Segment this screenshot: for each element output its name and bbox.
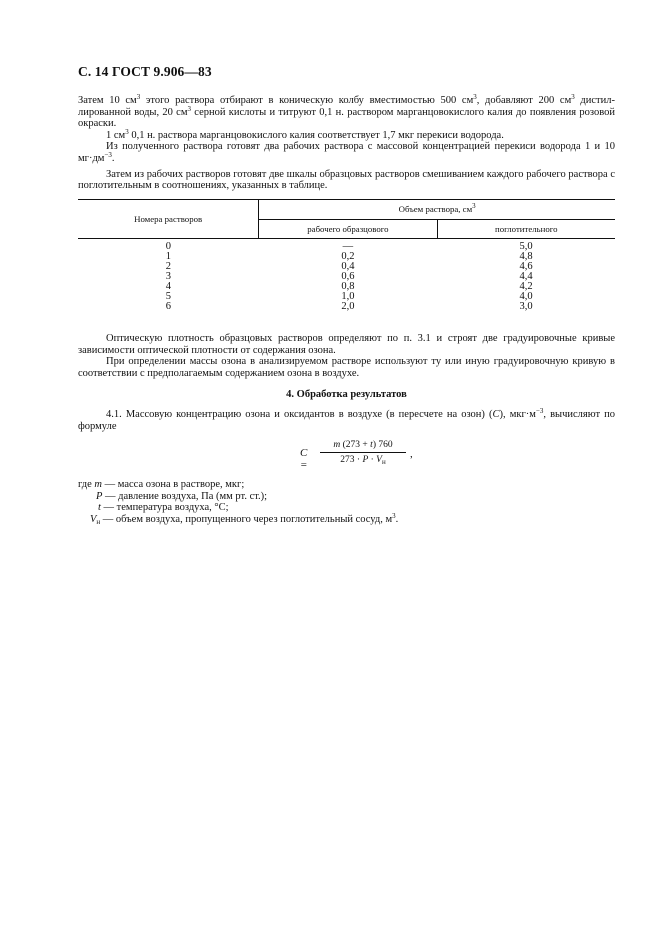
calibration-text [78, 333, 615, 379]
header-solution-numbers: Номера растворов [78, 200, 259, 239]
definition-p: P — давление воздуха, Па (мм рт. ст.); [96, 490, 268, 502]
table-row: 2 0,4 4,6 [165, 261, 533, 272]
table-row: 4 0,8 4,2 [165, 281, 533, 292]
page-header: С. 14 ГОСТ 9.906—83 [78, 64, 212, 79]
header-absorbing-solution: поглотительного [437, 219, 615, 239]
clause-4-1: 4.1. Массовую концентрацию озона и оксидантов в воздухе (в пересчете на озон) (C), $мкг\cdot м^{-3}$, вычисляют по формуле [78, 407, 615, 432]
formula-lhs: C = [300, 447, 308, 471]
formula-denominator: $273 \cdot P \cdot V_н$ [340, 455, 386, 466]
table-row: 3 0,6 4,4 [165, 271, 533, 282]
header-working-solution: рабочего образцового [259, 219, 437, 239]
variable-definitions [78, 479, 615, 525]
paragraph-titration: Затем 10 $см^3$ этого раствора отбирают в коническую колбу вместимостью 500 $см^3$, добавляют 200 $см^3$ дистил-лированной воды, 20 $см^3$ серной кислоты и титруют 0,1 н. раствором марганцовокислого калия до появления розовой окраски. [78, 93, 616, 130]
definition-m: где m — масса озона в растворе, мкг; [78, 479, 245, 490]
section-title: 4. Обработка результатов [286, 389, 407, 400]
paragraph-equivalence: 1 $см^3$ 0,1 н. раствора марганцовокислого калия соответствует 1,7 мкг перекиси водорода. [106, 127, 504, 141]
formula-fraction [320, 439, 406, 466]
definition-v: $V_н$ — объем воздуха, пропущенного через поглотительный сосуд, $м^3$. [90, 511, 399, 526]
paragraph-calibration-curve: При определении массы озона в анализируемом растворе используют ту или иную градуировочную кривую в соответствии с предполагаемым содержанием озона в воздухе. [78, 356, 615, 379]
intro-text [78, 95, 615, 192]
paragraph-optical-density: Оптическую плотность образцовых растворов определяют по п. 3.1 и строят две градуировочные кривые зависимости оптической плотности от содержания озона. [78, 333, 615, 356]
header-solution-volume: Объем раствора, $см^3$ [259, 200, 615, 220]
paragraph-working-solutions: Из полученного раствора готовят два рабочих раствора с массовой концентрацией перекиси водорода 1 и 10 $мг\cdot дм^{-3}$. [78, 141, 615, 164]
document-page: С. 14 ГОСТ 9.906—83 Затем 10 $см^3$ этого раствора отбирают в коническую колбу вместимостью 500 $см^3$, добавляют 200 $см^3$ дистил-лированной воды, 20 $см^3$ серной кислоты и титруют 0,1 н. раствором марганцовокислого калия до появления розовой окраски. 1 $см^3$ 0,1 н. раствора марганцовокислого калия соответствует 1,7 мкг перекиси водорода. Из полученного раствора готовят два рабочих раствора с массовой концентрацией перекиси водорода 1 и 10 $мг\cdot дм^{-3}$. Затем из рабочих растворов готовят две шкалы образцовых растворов смешиванием каждого рабочего раствора с поглотительным в соотношениях, указанных в таблице. Номера растворов Объем раствора, $см^3$ рабочего образцового поглотительного 0 — 5,0 1 0,2 4,8 2 0,4 4,6 3 0,6 4,4 4 0,8 4,2 5 1,0 4,0 6 2,0 3,0 Оптическую плотность образцовых растворов определяют по п. 3.1 и строят две градуировочные кривые зависимости оптической плотности от содержания озона. При определении массы озона в анализируемом растворе используют ту или иную градуировочную кривую в соответствии с предполагаемым содержанием озона в воздухе. 4. Обработка результатов 4.1. Массовую концентрацию озона и оксидантов в воздухе (в пересчете на озон) (C), $мкг\cdot м^{-3}$, вычисляют по формуле C = m (273 + t) 760 $273 \cdot P \cdot V_н$ , где m — масса озона в растворе, мкг; P — давление воздуха, Па (мм рт. ст.); t — температура воздуха, °С; $V_н$ — объем воздуха, пропущенного через поглотительный сосуд, $м^3$. [78, 64, 616, 526]
table-row: 5 1,0 4,0 [165, 291, 533, 302]
solutions-table [78, 199, 615, 312]
table-row: 6 2,0 3,0 [165, 301, 533, 312]
formula-numerator: m (273 + t) 760 [320, 439, 406, 453]
definition-t: t — температура воздуха, °С; [98, 502, 229, 514]
table-row: 1 0,2 4,8 [165, 251, 533, 262]
table-row: 0 — 5,0 [165, 241, 533, 252]
paragraph-scales: Затем из рабочих растворов готовят две шкалы образцовых растворов смешиванием каждого рабочего раствора с поглотительным в соотношениях, указанных в таблице. [78, 168, 615, 192]
